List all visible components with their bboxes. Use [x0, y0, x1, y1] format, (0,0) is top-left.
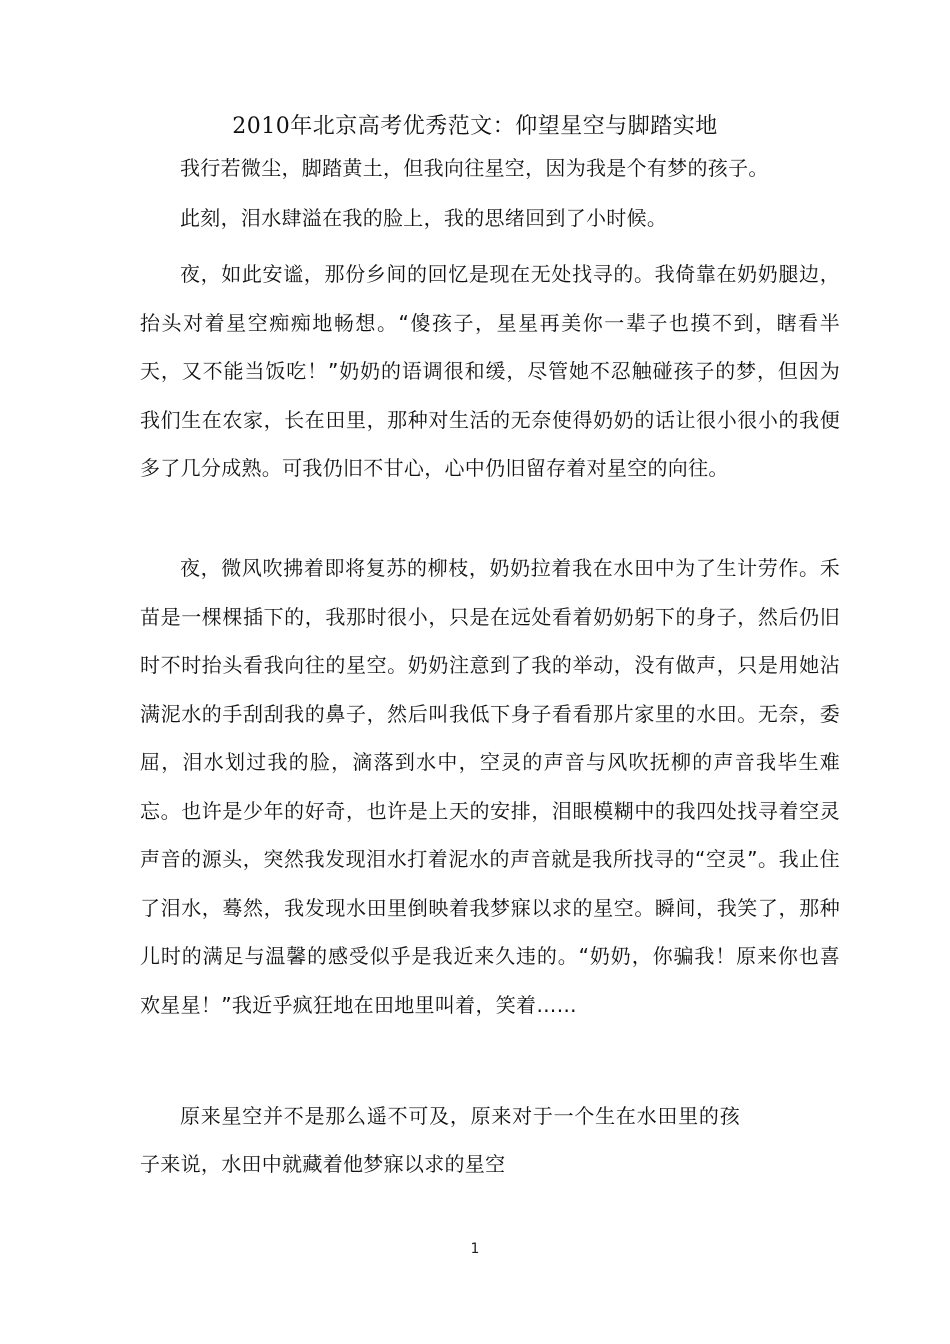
paragraph-text: 我行若微尘，脚踏黄土，但我向往星空，因为我是个有梦的孩子。	[180, 156, 769, 180]
document-title: 2010年北京高考优秀范文：仰望星空与脚踏实地	[232, 114, 718, 139]
paragraph-3	[140, 250, 840, 493]
page-number: 1	[470, 1241, 480, 1257]
paragraph-text: 此刻，泪水肆溢在我的脸上，我的思绪回到了小时候。	[180, 206, 668, 230]
paragraph-text: 夜，如此安谧，那份乡间的回忆是现在无处找寻的。我倚靠在奶奶腿边，抬头对着星空痴痴地畅想。“傻孩子，星星再美你一辈子也摸不到，瞎看半天，又不能当饭吃！”奶奶的语调很和缓，尽管她不忍触碰孩子的梦，但因为我们生在农家，长在田里，那种对生活的无奈使得奶奶的话让很小很小的我便多了几分成熟。可我仍旧不甘心，心中仍旧留存着对星空的向往。	[140, 262, 840, 480]
paragraph-5	[140, 1092, 740, 1188]
paragraph-1	[140, 150, 840, 187]
paragraph-text: 夜，微风吹拂着即将复苏的柳枝，奶奶拉着我在水田中为了生计劳作。禾苗是一棵棵插下的，我那时很小，只是在远处看着奶奶躬下的身子，然后仍旧时不时抬头看我向往的星空。奶奶注意到了我的举动，没有做声，只是用她沾满泥水的手刮刮我的鼻子，然后叫我低下身子看看那片家里的水田。无奈，委屈，泪水划过我的脸，滴落到水中，空灵的声音与风吹抚柳的声音我毕生难忘。也许是少年的好奇，也许是上天的安排，泪眼模糊中的我四处找寻着空灵声音的源头，突然我发现泪水打着泥水的声音就是我所找寻的“空灵”。我止住了泪水，蓦然，我发现水田里倒映着我梦寐以求的星空。瞬间，我笑了，那种儿时的满足与温馨的感受似乎是我近来久违的。“奶奶，你骗我！原来你也喜欢星星！”我近乎疯狂地在田地里叫着，笑着……	[140, 556, 840, 1017]
paragraph-2	[140, 200, 840, 237]
paragraph-4	[140, 544, 840, 1029]
paragraph-text: 原来星空并不是那么遥不可及，原来对于一个生在水田里的孩子来说，水田中就藏着他梦寐以求的星空	[140, 1104, 740, 1176]
